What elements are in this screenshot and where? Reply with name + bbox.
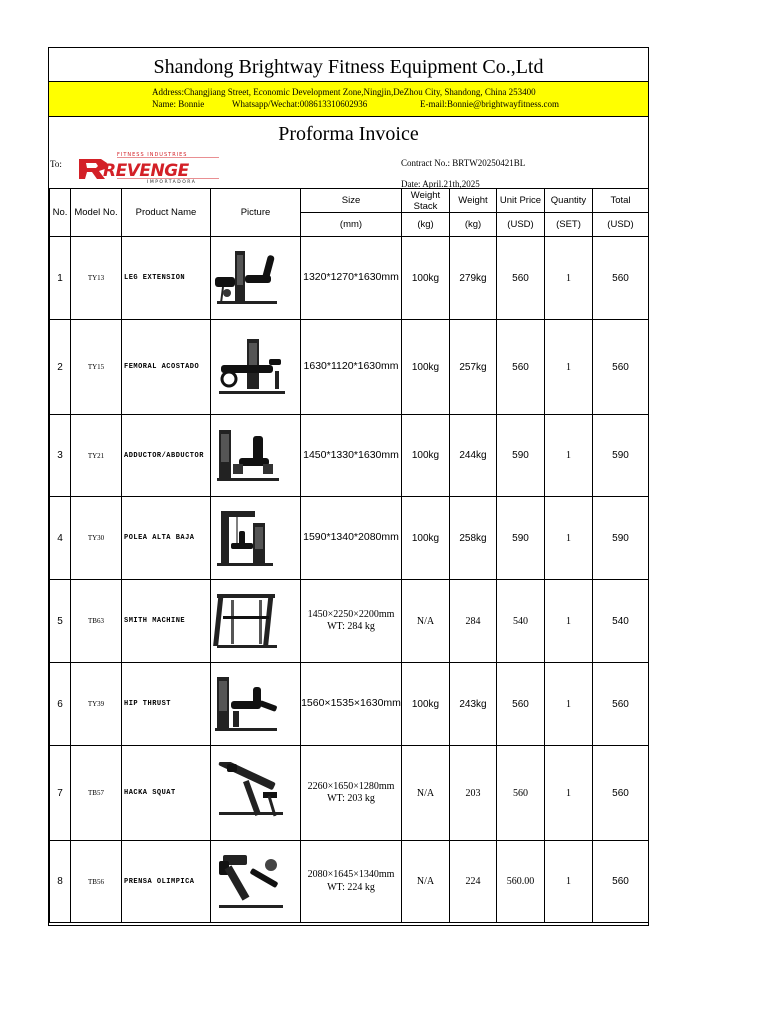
cell-total: 560: [593, 746, 649, 841]
cell-no: 7: [50, 746, 71, 841]
cell-picture: [211, 320, 301, 415]
cell-weight: 244kg: [450, 415, 497, 497]
header-model: Model No.: [71, 189, 122, 237]
cell-no: 4: [50, 497, 71, 580]
table-row: [50, 320, 649, 415]
invoice-date: Date: April.21th,2025: [401, 179, 480, 189]
cell-product: HACKA SQUAT: [122, 746, 211, 841]
document-title: Proforma Invoice: [278, 123, 419, 145]
leg-extension-machine-icon: [213, 247, 299, 309]
cell-no: 5: [50, 580, 71, 663]
cell-size: [301, 746, 402, 841]
logo-tagline-bottom: IMPORTADORA: [147, 180, 197, 183]
cell-total: 540: [593, 580, 649, 663]
cell-model: TY21: [71, 415, 122, 497]
header-quantity: Quantity: [545, 189, 593, 213]
cell-unit-price: 560.00: [497, 841, 545, 923]
cell-picture: [211, 415, 301, 497]
cell-size: 1560×1535×1630mm: [301, 663, 402, 746]
cell-unit-price: 560: [497, 663, 545, 746]
cell-product: FEMORAL ACOSTADO: [122, 320, 211, 415]
cell-no: 8: [50, 841, 71, 923]
cell-total: 560: [593, 841, 649, 923]
hack-squat-machine-icon: [213, 762, 299, 824]
cell-quantity: 1: [545, 580, 593, 663]
header-stack: Weight Stack: [402, 189, 450, 213]
cell-product: PRENSA OLIMPICA: [122, 841, 211, 923]
revenge-logo-icon: [77, 149, 223, 183]
cell-stack: N/A: [402, 841, 450, 923]
cell-unit-price: 590: [497, 415, 545, 497]
items-table: [49, 188, 649, 923]
cell-product: HIP THRUST: [122, 663, 211, 746]
unit-total: (USD): [593, 213, 649, 237]
cell-weight: 257kg: [450, 320, 497, 415]
header-product: Product Name: [122, 189, 211, 237]
cell-no: 1: [50, 237, 71, 320]
cell-weight: 203: [450, 746, 497, 841]
to-label: To:: [50, 159, 62, 169]
cell-picture: [211, 841, 301, 923]
table-row: [50, 841, 649, 923]
company-address: Address:Changjiang Street, Economic Development Zone,Ningjin,DeZhou City, Shandong, China 253400: [152, 87, 536, 97]
table-row: [50, 237, 649, 320]
pulley-machine-icon: [213, 507, 299, 569]
cell-product: LEG EXTENSION: [122, 237, 211, 320]
cell-unit-price: 590: [497, 497, 545, 580]
logo-tagline-top: FITNESS INDUSTRIES: [117, 152, 188, 158]
cell-quantity: 1: [545, 320, 593, 415]
contract-number: Contract No.: BRTW20250421BL: [401, 158, 526, 168]
cell-weight: 284: [450, 580, 497, 663]
cell-total: 560: [593, 320, 649, 415]
cell-size: 1630*1120*1630mm: [301, 320, 402, 415]
size-value: 1450×2250×2200mm: [307, 608, 395, 620]
cell-quantity: 1: [545, 663, 593, 746]
cell-stack: 100kg: [402, 320, 450, 415]
size-value: 2260×1650×1280mm: [307, 780, 395, 792]
cell-size: 1590*1340*2080mm: [301, 497, 402, 580]
unit-weight: (kg): [450, 213, 497, 237]
unit-quantity: (SET): [545, 213, 593, 237]
invoice-sheet: [48, 47, 649, 926]
cell-no: 2: [50, 320, 71, 415]
cell-total: 590: [593, 415, 649, 497]
cell-unit-price: 540: [497, 580, 545, 663]
cell-product: SMITH MACHINE: [122, 580, 211, 663]
contact-email: E-mail:Bonnie@brightwayfitness.com: [420, 99, 560, 109]
cell-stack: 100kg: [402, 497, 450, 580]
cell-model: TY13: [71, 237, 122, 320]
size-weight-note: WT: 224 kg: [327, 881, 375, 893]
cell-picture: [211, 663, 301, 746]
cell-picture: [211, 497, 301, 580]
cell-quantity: 1: [545, 237, 593, 320]
contact-name: Name: Bonnie: [152, 99, 205, 109]
company-contact-band: [49, 81, 648, 117]
cell-weight: 224: [450, 841, 497, 923]
leg-press-machine-icon: [213, 851, 299, 913]
header-no: No.: [50, 189, 71, 237]
cell-stack: 100kg: [402, 663, 450, 746]
cell-unit-price: 560: [497, 237, 545, 320]
cell-product: ADDUCTOR/ABDUCTOR: [122, 415, 211, 497]
cell-quantity: 1: [545, 415, 593, 497]
cell-no: 3: [50, 415, 71, 497]
cell-product: POLEA ALTA BAJA: [122, 497, 211, 580]
cell-total: 560: [593, 237, 649, 320]
table-row: [50, 580, 649, 663]
table-row: [50, 746, 649, 841]
smith-machine-icon: [213, 590, 299, 652]
cell-picture: [211, 746, 301, 841]
size-weight-note: WT: 284 kg: [327, 621, 375, 632]
cell-model: TY39: [71, 663, 122, 746]
cell-stack: 100kg: [402, 237, 450, 320]
header-unit-price: Unit Price: [497, 189, 545, 213]
cell-weight: 258kg: [450, 497, 497, 580]
cell-model: TB63: [71, 580, 122, 663]
cell-size: [301, 841, 402, 923]
header-weight: Weight: [450, 189, 497, 213]
table-header-row: [50, 189, 649, 213]
cell-weight: 243kg: [450, 663, 497, 746]
cell-stack: N/A: [402, 746, 450, 841]
cell-stack: 100kg: [402, 415, 450, 497]
cell-size: 1450*1330*1630mm: [301, 415, 402, 497]
cell-unit-price: 560: [497, 746, 545, 841]
cell-model: TY15: [71, 320, 122, 415]
hip-thrust-machine-icon: [213, 673, 299, 735]
cell-picture: [211, 580, 301, 663]
table-row: [50, 663, 649, 746]
cell-weight: 279kg: [450, 237, 497, 320]
header-total: Total: [593, 189, 649, 213]
contact-whatsapp: Whatsapp/Wechat:008613310602936: [232, 99, 368, 109]
cell-size: 1320*1270*1630mm: [301, 237, 402, 320]
cell-model: TB56: [71, 841, 122, 923]
company-name: Shandong Brightway Fitness Equipment Co.,Ltd: [153, 56, 544, 78]
cell-picture: [211, 237, 301, 320]
unit-price: (USD): [497, 213, 545, 237]
cell-quantity: 1: [545, 497, 593, 580]
cell-quantity: 1: [545, 841, 593, 923]
cell-model: TB57: [71, 746, 122, 841]
unit-stack: (kg): [402, 213, 450, 237]
table-row: [50, 415, 649, 497]
cell-total: 590: [593, 497, 649, 580]
unit-size: (mm): [301, 213, 402, 237]
cell-quantity: 1: [545, 746, 593, 841]
cell-size: [301, 580, 402, 663]
cell-stack: N/A: [402, 580, 450, 663]
cell-model: TY30: [71, 497, 122, 580]
logo-wordmark: REVENGE: [103, 161, 189, 181]
adductor-abductor-machine-icon: [213, 428, 299, 484]
size-weight-note: WT: 203 kg: [327, 793, 375, 804]
header-picture: Picture: [211, 189, 301, 237]
cell-total: 560: [593, 663, 649, 746]
size-value: 2080×1645×1340mm: [307, 869, 395, 880]
header-size: Size: [301, 189, 402, 213]
cell-no: 6: [50, 663, 71, 746]
cell-unit-price: 560: [497, 320, 545, 415]
table-row: [50, 497, 649, 580]
prone-leg-curl-machine-icon: [213, 335, 299, 399]
